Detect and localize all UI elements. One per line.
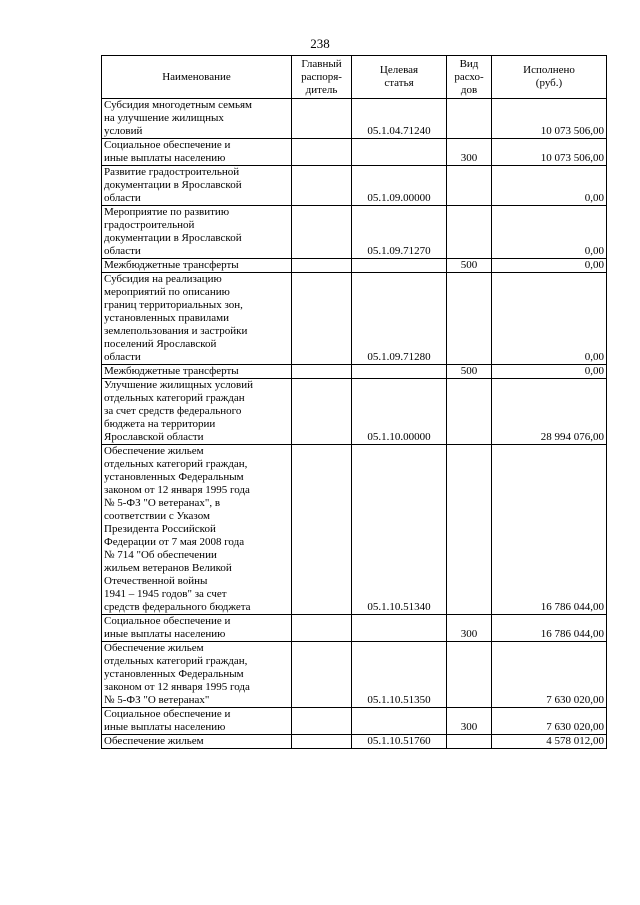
cell-admin [292, 259, 352, 273]
cell-name: Обеспечение жильем отдельных категорий граждан, установленных Федеральным законом от 12 января 1995 года № 5-ФЗ "О ветеранах" [102, 642, 292, 708]
table-row [102, 615, 607, 642]
cell-name: Обеспечение жильем отдельных категорий граждан, установленных Федеральным законом от 12 января 1995 года № 5-ФЗ "О ветеранах", в соответствии с Указом Президента Российской Федерации от 7 мая 2008 года № 714 "Об обеспечении жильем ветеранов Великой Отечественной войны 1941 – 1945 годов" за счет средств федерального бюджета [102, 445, 292, 615]
cell-executed: 10 073 506,00 [492, 139, 607, 166]
cell-name: Обеспечение жильем [102, 735, 292, 749]
cell-admin [292, 206, 352, 259]
table-row [102, 259, 607, 273]
table-body [102, 99, 607, 749]
cell-target-article: 05.1.09.71270 [352, 206, 447, 259]
table-row [102, 166, 607, 206]
cell-admin [292, 139, 352, 166]
cell-executed: 7 630 020,00 [492, 708, 607, 735]
table-header-row [102, 56, 607, 99]
cell-target-article [352, 259, 447, 273]
table-row [102, 365, 607, 379]
cell-admin [292, 445, 352, 615]
cell-expense-type [447, 99, 492, 139]
cell-name: Развитие градостроительной документации в Ярославской области [102, 166, 292, 206]
cell-name: Мероприятие по развитию градостроительной документации в Ярославской области [102, 206, 292, 259]
cell-target-article: 05.1.09.71280 [352, 273, 447, 365]
header-expense-type: Вид расхо- дов [447, 56, 492, 99]
cell-executed: 7 630 020,00 [492, 642, 607, 708]
cell-name: Межбюджетные трансферты [102, 365, 292, 379]
cell-expense-type: 300 [447, 708, 492, 735]
table-row [102, 139, 607, 166]
cell-admin [292, 642, 352, 708]
cell-name: Субсидия многодетным семьям на улучшение жилищных условий [102, 99, 292, 139]
page-number: 238 [310, 36, 330, 51]
header-executed: Исполнено (руб.) [492, 56, 607, 99]
cell-admin [292, 273, 352, 365]
cell-expense-type: 500 [447, 259, 492, 273]
cell-executed: 10 073 506,00 [492, 99, 607, 139]
cell-executed: 0,00 [492, 259, 607, 273]
table-row [102, 735, 607, 749]
table-row [102, 206, 607, 259]
cell-executed: 0,00 [492, 365, 607, 379]
table-row [102, 273, 607, 365]
cell-target-article [352, 708, 447, 735]
cell-expense-type [447, 445, 492, 615]
cell-executed: 28 994 076,00 [492, 379, 607, 445]
cell-admin [292, 379, 352, 445]
cell-name: Социальное обеспечение и иные выплаты населению [102, 708, 292, 735]
cell-target-article [352, 365, 447, 379]
cell-admin [292, 365, 352, 379]
cell-admin [292, 708, 352, 735]
table-row [102, 642, 607, 708]
cell-name: Социальное обеспечение и иные выплаты населению [102, 139, 292, 166]
cell-name: Социальное обеспечение и иные выплаты населению [102, 615, 292, 642]
cell-admin [292, 735, 352, 749]
header-target-article: Целевая статья [352, 56, 447, 99]
cell-admin [292, 166, 352, 206]
budget-table [101, 55, 607, 749]
cell-target-article: 05.1.10.00000 [352, 379, 447, 445]
table-row [102, 99, 607, 139]
cell-expense-type [447, 642, 492, 708]
table-row [102, 445, 607, 615]
cell-expense-type [447, 166, 492, 206]
cell-executed: 16 786 044,00 [492, 615, 607, 642]
cell-admin [292, 615, 352, 642]
cell-executed: 16 786 044,00 [492, 445, 607, 615]
cell-target-article: 05.1.10.51340 [352, 445, 447, 615]
cell-executed: 4 578 012,00 [492, 735, 607, 749]
header-admin: Главный распоря- дитель [292, 56, 352, 99]
cell-target-article [352, 615, 447, 642]
cell-target-article: 05.1.04.71240 [352, 99, 447, 139]
cell-expense-type: 500 [447, 365, 492, 379]
cell-executed: 0,00 [492, 206, 607, 259]
cell-admin [292, 99, 352, 139]
cell-expense-type [447, 379, 492, 445]
cell-target-article: 05.1.09.00000 [352, 166, 447, 206]
cell-target-article: 05.1.10.51350 [352, 642, 447, 708]
cell-expense-type: 300 [447, 615, 492, 642]
header-name: Наименование [102, 56, 292, 99]
table-row [102, 708, 607, 735]
cell-expense-type [447, 273, 492, 365]
cell-target-article: 05.1.10.51760 [352, 735, 447, 749]
cell-name: Улучшение жилищных условий отдельных категорий граждан за счет средств федерального бюджета на территории Ярославской области [102, 379, 292, 445]
cell-name: Межбюджетные трансферты [102, 259, 292, 273]
cell-expense-type: 300 [447, 139, 492, 166]
cell-target-article [352, 139, 447, 166]
cell-executed: 0,00 [492, 166, 607, 206]
cell-expense-type [447, 735, 492, 749]
table-row [102, 379, 607, 445]
cell-name: Субсидия на реализацию мероприятий по описанию границ территориальных зон, установленных правилами землепользования и застройки поселений Ярославской области [102, 273, 292, 365]
cell-expense-type [447, 206, 492, 259]
cell-executed: 0,00 [492, 273, 607, 365]
